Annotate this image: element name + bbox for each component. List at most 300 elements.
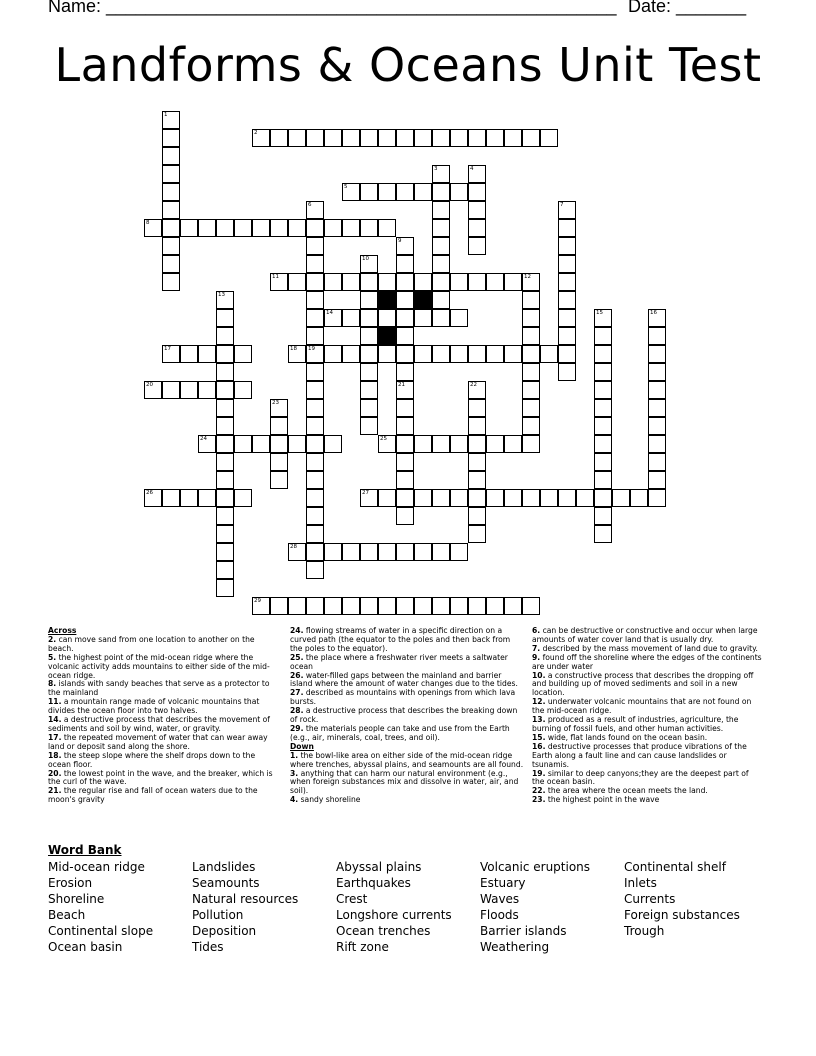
crossword-cell[interactable] [594, 435, 612, 453]
crossword-cell[interactable] [522, 489, 540, 507]
crossword-cell[interactable] [504, 435, 522, 453]
crossword-cell[interactable] [468, 183, 486, 201]
crossword-cell[interactable] [216, 453, 234, 471]
crossword-cell[interactable] [576, 489, 594, 507]
crossword-cell[interactable] [432, 543, 450, 561]
crossword-cell[interactable] [360, 291, 378, 309]
page-title: Landforms & Oceans Unit Test [54, 38, 762, 92]
crossword-cell[interactable] [162, 129, 180, 147]
crossword-cell[interactable] [432, 255, 450, 273]
crossword-cell[interactable] [522, 327, 540, 345]
crossword-cell[interactable] [378, 543, 396, 561]
crossword-cell[interactable] [396, 417, 414, 435]
crossword-cell[interactable] [396, 309, 414, 327]
word-bank-term: Barrier islands [480, 924, 567, 938]
crossword-cell[interactable] [594, 363, 612, 381]
crossword-cell[interactable] [468, 237, 486, 255]
crossword-cell[interactable] [216, 417, 234, 435]
crossword-cell[interactable] [396, 381, 414, 399]
crossword-cell[interactable] [648, 309, 666, 327]
crossword-cell[interactable] [540, 489, 558, 507]
crossword-cell[interactable] [198, 345, 216, 363]
crossword-cell[interactable] [414, 273, 432, 291]
crossword-cell[interactable] [162, 255, 180, 273]
crossword-cell[interactable] [648, 435, 666, 453]
crossword-clue-number: 25 [380, 436, 387, 442]
crossword-cell[interactable] [306, 255, 324, 273]
crossword-cell[interactable] [396, 453, 414, 471]
crossword-cell[interactable] [360, 381, 378, 399]
crossword-cell[interactable] [378, 597, 396, 615]
crossword-cell[interactable] [342, 219, 360, 237]
crossword-cell[interactable] [594, 417, 612, 435]
crossword-cell[interactable] [342, 129, 360, 147]
crossword-cell[interactable] [522, 273, 540, 291]
crossword-cell[interactable] [270, 219, 288, 237]
crossword-cell[interactable] [486, 435, 504, 453]
crossword-cell[interactable] [450, 309, 468, 327]
crossword-cell[interactable] [162, 183, 180, 201]
crossword-cell[interactable] [306, 219, 324, 237]
crossword-cell[interactable] [306, 273, 324, 291]
crossword-cell[interactable] [468, 453, 486, 471]
crossword-cell[interactable] [306, 291, 324, 309]
crossword-clue-number: 1 [164, 112, 168, 118]
crossword-cell[interactable] [216, 489, 234, 507]
crossword-cell[interactable] [432, 165, 450, 183]
crossword-cell[interactable] [432, 489, 450, 507]
crossword-cell[interactable] [378, 345, 396, 363]
crossword-cell[interactable] [414, 435, 432, 453]
crossword-cell[interactable] [234, 345, 252, 363]
clue-item [290, 796, 524, 805]
crossword-cell[interactable] [360, 417, 378, 435]
crossword-clue-number: 4 [470, 166, 474, 172]
crossword-cell[interactable] [450, 597, 468, 615]
crossword-cell[interactable] [324, 597, 342, 615]
crossword-cell[interactable] [450, 129, 468, 147]
crossword-cell[interactable] [468, 417, 486, 435]
crossword-cell[interactable] [378, 273, 396, 291]
crossword-cell[interactable] [324, 345, 342, 363]
word-bank-term: Crest [336, 892, 368, 906]
clue-number: 9. [532, 652, 541, 662]
crossword-cell[interactable] [432, 129, 450, 147]
crossword-cell[interactable] [378, 435, 396, 453]
crossword-cell[interactable] [216, 435, 234, 453]
crossword-cell[interactable] [396, 255, 414, 273]
crossword-cell[interactable] [486, 273, 504, 291]
crossword-cell[interactable] [396, 489, 414, 507]
crossword-cell[interactable] [558, 255, 576, 273]
crossword-cell[interactable] [198, 435, 216, 453]
crossword-cell[interactable] [216, 471, 234, 489]
crossword-cell[interactable] [234, 489, 252, 507]
crossword-cell[interactable] [270, 129, 288, 147]
crossword-cell[interactable] [558, 327, 576, 345]
crossword-cell[interactable] [306, 525, 324, 543]
crossword-cell[interactable] [324, 129, 342, 147]
crossword-cell[interactable] [180, 219, 198, 237]
crossword-cell[interactable] [468, 381, 486, 399]
clue-text: the bowl-like area on either side of the mid-ocean ridge where trenches, abyssal plains, and seamounts are all found. [290, 750, 524, 769]
crossword-cell[interactable] [432, 219, 450, 237]
crossword-cell[interactable] [342, 345, 360, 363]
crossword-cell[interactable] [648, 345, 666, 363]
crossword-cell[interactable] [414, 489, 432, 507]
crossword-cell[interactable] [522, 309, 540, 327]
crossword-cell[interactable] [648, 471, 666, 489]
crossword-cell[interactable] [306, 381, 324, 399]
crossword-cell[interactable] [234, 219, 252, 237]
crossword-cell[interactable] [252, 219, 270, 237]
crossword-cell[interactable] [396, 399, 414, 417]
crossword-clue-number: 24 [200, 436, 207, 442]
crossword-cell[interactable] [486, 345, 504, 363]
crossword-cell[interactable] [216, 363, 234, 381]
clue-number: 24. [290, 626, 304, 635]
crossword-cell[interactable] [486, 489, 504, 507]
crossword-cell[interactable] [162, 111, 180, 129]
crossword-cell[interactable] [342, 543, 360, 561]
crossword-cell[interactable] [216, 399, 234, 417]
crossword-cell[interactable] [306, 435, 324, 453]
crossword-cell[interactable] [324, 273, 342, 291]
crossword-cell[interactable] [216, 525, 234, 543]
crossword-cell[interactable] [594, 525, 612, 543]
crossword-cell[interactable] [522, 129, 540, 147]
crossword-cell[interactable] [162, 489, 180, 507]
crossword-cell[interactable] [360, 129, 378, 147]
crossword-cell[interactable] [414, 129, 432, 147]
crossword-cell[interactable] [432, 237, 450, 255]
clue-number: 8. [48, 679, 57, 689]
crossword-cell[interactable] [306, 309, 324, 327]
crossword-cell[interactable] [306, 453, 324, 471]
clues-column-1 [48, 627, 278, 805]
crossword-cell[interactable] [450, 273, 468, 291]
clue-number: 11. [48, 697, 62, 707]
crossword-cell[interactable] [648, 453, 666, 471]
crossword-cell[interactable] [558, 219, 576, 237]
clue-number: 2. [48, 634, 57, 644]
crossword-cell[interactable] [306, 237, 324, 255]
crossword-cell[interactable] [180, 381, 198, 399]
crossword-cell[interactable] [180, 345, 198, 363]
crossword-cell[interactable] [306, 597, 324, 615]
crossword-cell[interactable] [378, 309, 396, 327]
crossword-cell[interactable] [216, 543, 234, 561]
crossword-cell[interactable] [216, 327, 234, 345]
clue-text: a constructive process that describes the dropping off and building up of moved sediments and soil in a new location. [532, 670, 754, 698]
crossword-cell[interactable] [432, 435, 450, 453]
crossword-cell[interactable] [648, 399, 666, 417]
crossword-cell[interactable] [522, 399, 540, 417]
word-bank-term: Seamounts [192, 876, 260, 890]
crossword-cell[interactable] [648, 489, 666, 507]
clue-number: 23. [532, 795, 546, 805]
crossword-cell[interactable] [144, 219, 162, 237]
crossword-cell[interactable] [558, 345, 576, 363]
crossword-cell[interactable] [594, 453, 612, 471]
crossword-cell[interactable] [216, 507, 234, 525]
crossword-cell[interactable] [324, 219, 342, 237]
crossword-black-square [414, 291, 432, 309]
crossword-cell[interactable] [468, 471, 486, 489]
crossword-cell[interactable] [270, 399, 288, 417]
crossword-cell[interactable] [414, 183, 432, 201]
crossword-cell[interactable] [432, 597, 450, 615]
crossword-cell[interactable] [216, 381, 234, 399]
crossword-cell[interactable] [360, 345, 378, 363]
crossword-cell[interactable] [468, 525, 486, 543]
crossword-cell[interactable] [162, 165, 180, 183]
crossword-cell[interactable] [306, 417, 324, 435]
crossword-cell[interactable] [198, 219, 216, 237]
clue-item [48, 716, 278, 734]
crossword-cell[interactable] [360, 183, 378, 201]
crossword-cell[interactable] [360, 273, 378, 291]
crossword-cell[interactable] [378, 219, 396, 237]
crossword-cell[interactable] [432, 309, 450, 327]
crossword-cell[interactable] [432, 273, 450, 291]
crossword-cell[interactable] [468, 399, 486, 417]
crossword-cell[interactable] [270, 471, 288, 489]
crossword-cell[interactable] [396, 507, 414, 525]
crossword-cell[interactable] [540, 345, 558, 363]
crossword-cell[interactable] [594, 471, 612, 489]
crossword-cell[interactable] [144, 489, 162, 507]
crossword-cell[interactable] [216, 561, 234, 579]
crossword-cell[interactable] [468, 165, 486, 183]
crossword-cell[interactable] [468, 273, 486, 291]
crossword-cell[interactable] [306, 129, 324, 147]
crossword-cell[interactable] [558, 363, 576, 381]
crossword-cell[interactable] [270, 417, 288, 435]
crossword-cell[interactable] [396, 543, 414, 561]
crossword-cell[interactable] [396, 327, 414, 345]
clue-item [532, 672, 762, 699]
crossword-cell[interactable] [504, 489, 522, 507]
crossword-cell[interactable] [486, 129, 504, 147]
crossword-cell[interactable] [342, 273, 360, 291]
crossword-cell[interactable] [504, 345, 522, 363]
crossword-cell[interactable] [252, 435, 270, 453]
crossword-cell[interactable] [162, 381, 180, 399]
crossword-cell[interactable] [306, 201, 324, 219]
crossword-cell[interactable] [162, 219, 180, 237]
crossword-cell[interactable] [162, 345, 180, 363]
crossword-cell[interactable] [270, 453, 288, 471]
crossword-cell[interactable] [252, 129, 270, 147]
crossword-cell[interactable] [468, 489, 486, 507]
crossword-cell[interactable] [504, 597, 522, 615]
crossword-cell[interactable] [252, 597, 270, 615]
crossword-cell[interactable] [486, 597, 504, 615]
crossword-cell[interactable] [270, 435, 288, 453]
crossword-cell[interactable] [378, 489, 396, 507]
crossword-cell[interactable] [288, 345, 306, 363]
crossword-cell[interactable] [396, 597, 414, 615]
crossword-cell[interactable] [306, 561, 324, 579]
crossword-clue-number: 14 [326, 310, 333, 316]
crossword-cell[interactable] [162, 147, 180, 165]
crossword-cell[interactable] [360, 597, 378, 615]
crossword-cell[interactable] [234, 435, 252, 453]
crossword-cell[interactable] [360, 219, 378, 237]
crossword-cell[interactable] [450, 435, 468, 453]
crossword-cell[interactable] [396, 291, 414, 309]
crossword-cell[interactable] [162, 273, 180, 291]
crossword-cell[interactable] [594, 507, 612, 525]
crossword-cell[interactable] [522, 435, 540, 453]
crossword-cell[interactable] [450, 183, 468, 201]
crossword-cell[interactable] [144, 381, 162, 399]
crossword-cell[interactable] [594, 345, 612, 363]
crossword-cell[interactable] [162, 201, 180, 219]
crossword-cell[interactable] [396, 273, 414, 291]
crossword-cell[interactable] [594, 327, 612, 345]
crossword-cell[interactable] [450, 489, 468, 507]
crossword-cell[interactable] [522, 597, 540, 615]
crossword-cell[interactable] [198, 489, 216, 507]
crossword-cell[interactable] [396, 435, 414, 453]
clue-item [48, 636, 278, 654]
clue-number: 14. [48, 715, 62, 725]
crossword-cell[interactable] [234, 381, 252, 399]
crossword-cell[interactable] [288, 273, 306, 291]
clue-text: produced as a result of industries, agriculture, the burning of fossil fuels, and other human activities. [532, 715, 739, 733]
crossword-cell[interactable] [540, 129, 558, 147]
crossword-cell[interactable] [306, 489, 324, 507]
crossword-cell[interactable] [216, 579, 234, 597]
crossword-cell[interactable] [324, 435, 342, 453]
crossword-cell[interactable] [396, 345, 414, 363]
crossword-cell[interactable] [306, 471, 324, 489]
crossword-cell[interactable] [432, 201, 450, 219]
crossword-cell[interactable] [360, 255, 378, 273]
crossword-cell[interactable] [522, 363, 540, 381]
crossword-cell[interactable] [558, 273, 576, 291]
crossword-cell[interactable] [360, 489, 378, 507]
crossword-cell[interactable] [450, 345, 468, 363]
crossword-cell[interactable] [288, 219, 306, 237]
crossword-cell[interactable] [414, 309, 432, 327]
crossword-cell[interactable] [324, 543, 342, 561]
crossword-cell[interactable] [360, 363, 378, 381]
crossword-cell[interactable] [612, 489, 630, 507]
crossword-cell[interactable] [432, 291, 450, 309]
crossword-cell[interactable] [648, 381, 666, 399]
crossword-cell[interactable] [648, 327, 666, 345]
crossword-cell[interactable] [324, 309, 342, 327]
crossword-cell[interactable] [468, 129, 486, 147]
crossword-cell[interactable] [216, 345, 234, 363]
crossword-cell[interactable] [306, 363, 324, 381]
crossword-cell[interactable] [648, 363, 666, 381]
crossword-cell[interactable] [306, 543, 324, 561]
crossword-cell[interactable] [504, 273, 522, 291]
crossword-cell[interactable] [504, 129, 522, 147]
crossword-cell[interactable] [594, 489, 612, 507]
crossword-cell[interactable] [522, 417, 540, 435]
crossword-cell[interactable] [306, 327, 324, 345]
crossword-cell[interactable] [522, 381, 540, 399]
crossword-cell[interactable] [216, 309, 234, 327]
clue-item [290, 654, 524, 672]
crossword-cell[interactable] [414, 597, 432, 615]
crossword-cell[interactable] [558, 309, 576, 327]
crossword-cell[interactable] [468, 345, 486, 363]
across-heading: Across [48, 626, 77, 635]
crossword-cell[interactable] [396, 183, 414, 201]
crossword-cell[interactable] [558, 201, 576, 219]
crossword-cell[interactable] [180, 489, 198, 507]
crossword-cell[interactable] [342, 183, 360, 201]
crossword-cell[interactable] [288, 543, 306, 561]
crossword-cell[interactable] [468, 507, 486, 525]
crossword-cell[interactable] [360, 543, 378, 561]
crossword-cell[interactable] [342, 597, 360, 615]
crossword-cell[interactable] [414, 345, 432, 363]
crossword-cell[interactable] [378, 183, 396, 201]
crossword-cell[interactable] [360, 327, 378, 345]
clue-number: 10. [532, 670, 546, 680]
crossword-cell[interactable] [468, 201, 486, 219]
crossword-cell[interactable] [288, 435, 306, 453]
crossword-black-square [378, 291, 396, 309]
crossword-cell[interactable] [288, 597, 306, 615]
crossword-cell[interactable] [306, 399, 324, 417]
crossword-cell[interactable] [360, 399, 378, 417]
crossword-cell[interactable] [216, 219, 234, 237]
crossword-cell[interactable] [216, 291, 234, 309]
crossword-cell[interactable] [522, 345, 540, 363]
crossword-cell[interactable] [468, 435, 486, 453]
crossword-cell[interactable] [270, 597, 288, 615]
crossword-cell[interactable] [378, 129, 396, 147]
crossword-cell[interactable] [450, 543, 468, 561]
crossword-cell[interactable] [648, 417, 666, 435]
crossword-cell[interactable] [594, 399, 612, 417]
crossword-cell[interactable] [558, 291, 576, 309]
crossword-cell[interactable] [558, 237, 576, 255]
crossword-cell[interactable] [396, 471, 414, 489]
crossword-cell[interactable] [270, 273, 288, 291]
crossword-cell[interactable] [522, 291, 540, 309]
crossword-cell[interactable] [306, 507, 324, 525]
crossword-cell[interactable] [360, 309, 378, 327]
crossword-cell[interactable] [288, 129, 306, 147]
crossword-cell[interactable] [630, 489, 648, 507]
crossword-cell[interactable] [396, 237, 414, 255]
crossword-cell[interactable] [558, 489, 576, 507]
crossword-cell[interactable] [198, 381, 216, 399]
crossword-cell[interactable] [396, 363, 414, 381]
crossword-cell[interactable] [468, 219, 486, 237]
crossword-cell[interactable] [342, 309, 360, 327]
crossword-cell[interactable] [468, 597, 486, 615]
crossword-cell[interactable] [594, 309, 612, 327]
crossword-cell[interactable] [396, 129, 414, 147]
crossword-cell[interactable] [162, 237, 180, 255]
crossword-cell[interactable] [594, 381, 612, 399]
crossword-cell[interactable] [414, 543, 432, 561]
crossword-cell[interactable] [432, 345, 450, 363]
crossword-clue-number: 9 [398, 238, 402, 244]
crossword-cell[interactable] [306, 345, 324, 363]
crossword-cell[interactable] [432, 183, 450, 201]
